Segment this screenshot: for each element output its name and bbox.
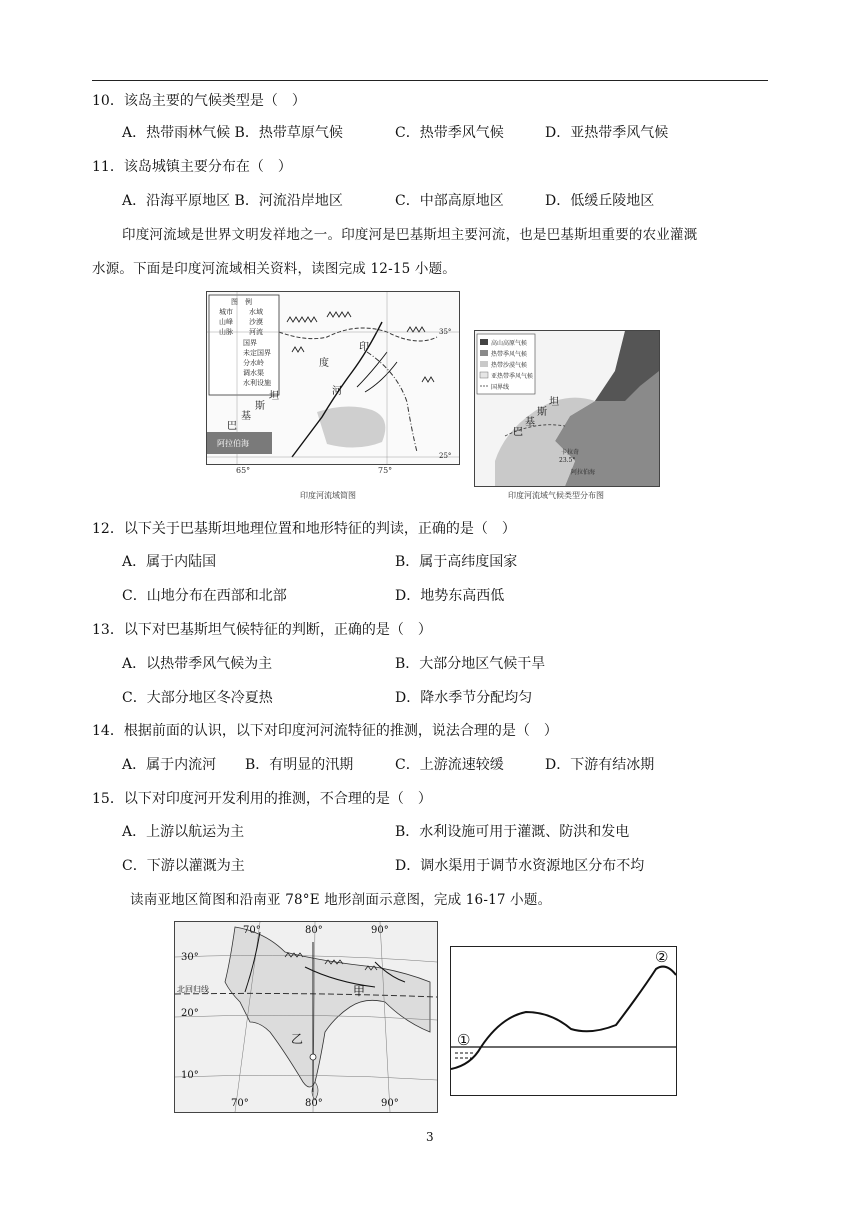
- profile-marker-2: ②: [655, 948, 669, 966]
- indus-basin-map: [206, 291, 460, 465]
- q11-option-d: D．低缓丘陵地区: [545, 193, 655, 209]
- south-asia-map: [174, 921, 438, 1113]
- profile-marker-1: ①: [457, 1031, 471, 1049]
- q13-option-c: C．大部分地区冬冷夏热: [122, 690, 273, 706]
- fig1-legend-title: 图 例: [231, 298, 252, 306]
- fig1-legend-item: 水利设施: [243, 379, 271, 387]
- fig1-legend-item: 城市: [219, 308, 233, 316]
- fig1-label-du: 度: [319, 358, 329, 369]
- fig2-label-pakistan: 巴: [513, 427, 523, 438]
- fig1-label-pakistan: 坦: [269, 391, 279, 402]
- fig2-legend-item: 高山高原气候: [491, 340, 528, 347]
- fig1-lat-35: 35°: [439, 328, 452, 336]
- fig3-lat-30: 30°: [181, 952, 199, 963]
- fig2-label-pakistan: 坦: [549, 397, 559, 408]
- fig3-lat-10: 10°: [181, 1070, 199, 1081]
- fig2-label-pakistan: 基: [525, 417, 535, 428]
- fig1-caption: 印度河流域简图: [300, 491, 356, 500]
- fig1-label-pakistan: 基: [241, 411, 251, 422]
- fig2-label-lat: 23.5°: [559, 457, 576, 464]
- q12-option-a: A．属于内陆国: [122, 554, 217, 570]
- q15-option-c: C．下游以灌溉为主: [122, 858, 245, 874]
- q13-stem: 13．以下对巴基斯坦气候特征的判断，正确的是（ ）: [92, 622, 432, 638]
- q14-stem: 14．根据前面的认识，以下对印度河河流特征的推测，说法合理的是（ ）: [92, 723, 558, 739]
- fig3-lon-70-bottom: 70°: [231, 1098, 249, 1109]
- fig2-label-karachi: 卡拉奇: [561, 449, 580, 456]
- fig3-lon-80-bottom: 80°: [305, 1098, 323, 1109]
- fig1-legend-item: 沙漠: [249, 318, 263, 326]
- fig1-legend-item: 调水渠: [243, 369, 264, 377]
- q15-option-b: B．水利设施可用于灌溉、防洪和发电: [395, 824, 630, 840]
- fig2-legend-item: 国界线: [491, 384, 510, 391]
- fig1-lat-25: 25°: [439, 452, 452, 460]
- q12-option-b: B．属于高纬度国家: [395, 554, 518, 570]
- fig3-label-yi: 乙: [291, 1032, 304, 1046]
- fig1-label-he: 河: [332, 386, 342, 397]
- fig2-legend-item: 热带季风气候: [491, 351, 528, 358]
- fig3-label-jia: 甲: [353, 984, 366, 998]
- q13-option-a: A．以热带季风气候为主: [122, 656, 273, 672]
- q15-option-a: A．上游以航运为主: [122, 824, 245, 840]
- page-number: 3: [426, 1130, 434, 1144]
- q14-option-b: B．有明显的汛期: [245, 757, 354, 773]
- header-rule: [92, 80, 768, 81]
- fig1-label-pakistan: 巴: [227, 421, 237, 432]
- fig1-lon-75: 75°: [378, 466, 393, 475]
- q10-stem: 10．该岛主要的气候类型是（ ）: [92, 93, 306, 109]
- fig1-label-arabian-sea: 阿拉伯海: [217, 439, 249, 448]
- q12-stem: 12．以下关于巴基斯坦地理位置和地形特征的判读，正确的是（ ）: [92, 521, 516, 537]
- fig3-lon-80-top: 80°: [305, 925, 323, 936]
- fig1-lon-65: 65°: [236, 466, 251, 475]
- q14-option-d: D．下游有结冰期: [545, 757, 655, 773]
- fig1-legend-item: 水域: [249, 308, 263, 316]
- fig3-lat-20: 20°: [181, 1008, 199, 1019]
- q12-option-c: C．山地分布在西部和北部: [122, 588, 287, 604]
- q14-option-c: C．上游流速较缓: [395, 757, 504, 773]
- fig3-lon-90-bottom: 90°: [381, 1098, 399, 1109]
- fig2-legend-item: 亚热带季风气候: [491, 373, 534, 380]
- q12-option-d: D．地势东高西低: [395, 588, 505, 604]
- q14-option-a: A．属于内流河: [122, 757, 217, 773]
- q13-option-d: D．降水季节分配均匀: [395, 690, 533, 706]
- indus-climate-map: [474, 330, 660, 487]
- q11-stem: 11．该岛城镇主要分布在（ ）: [92, 159, 292, 175]
- q13-option-b: B．大部分地区气候干旱: [395, 656, 546, 672]
- fig2-label-pakistan: 斯: [537, 407, 547, 418]
- fig1-legend-item: 山峰: [219, 318, 233, 326]
- fig3-lon-70-top: 70°: [243, 925, 261, 936]
- fig1-legend-item: 山脉: [219, 328, 233, 336]
- terrain-profile-78e: [450, 946, 677, 1096]
- fig1-legend-item: 未定国界: [243, 349, 271, 357]
- q15-stem: 15．以下对印度河开发利用的推测，不合理的是（ ）: [92, 791, 432, 807]
- fig3-tropic-label: 北回归线: [177, 985, 209, 994]
- intro-paragraph-line-2: 水源。下面是印度河流域相关资料，读图完成 12-15 小题。: [92, 261, 456, 277]
- fig3-lon-90-top: 90°: [371, 925, 389, 936]
- intro2-paragraph: 读南亚地区简图和沿南亚 78°E 地形剖面示意图，完成 16-17 小题。: [130, 892, 552, 908]
- fig1-legend-item: 分水岭: [243, 359, 264, 367]
- intro-paragraph-line-1: 印度河流域是世界文明发祥地之一。印度河是巴基斯坦主要河流，也是巴基斯坦重要的农业灌溉: [122, 227, 698, 243]
- fig2-label-arabian-sea: 阿拉伯海: [571, 469, 596, 476]
- q15-option-d: D．调水渠用于调节水资源地区分布不均: [395, 858, 645, 874]
- fig1-label-pakistan: 斯: [255, 401, 265, 412]
- q10-option-c: C．热带季风气候: [395, 125, 504, 141]
- q10-option-ab: A．热带雨林气候 B．热带草原气候: [122, 125, 343, 141]
- fig1-legend-item: 国界: [243, 339, 257, 347]
- fig1-label-yin: 印: [359, 342, 369, 353]
- q11-option-ab: A．沿海平原地区 B．河流沿岸地区: [122, 193, 343, 209]
- fig1-legend-item: 河流: [249, 328, 263, 336]
- fig2-caption: 印度河流域气候类型分布图: [508, 491, 604, 500]
- q11-option-c: C．中部高原地区: [395, 193, 504, 209]
- q10-option-d: D．亚热带季风气候: [545, 125, 669, 141]
- fig2-legend-item: 热带沙漠气候: [491, 362, 528, 369]
